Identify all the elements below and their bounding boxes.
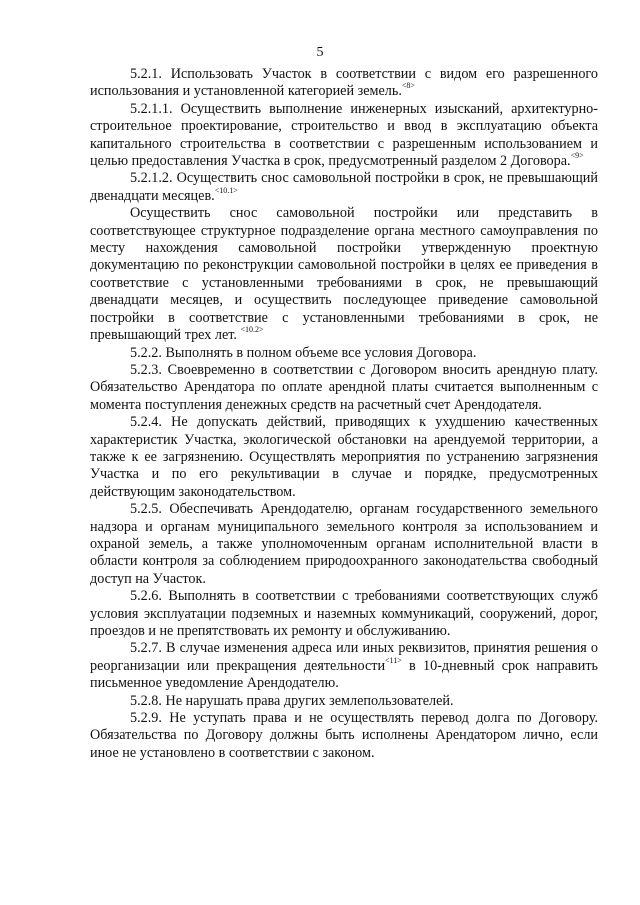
paragraph-5-2-8: 5.2.8. Не нарушать права других землепользователей.: [130, 692, 454, 709]
paragraph-5-2-2: 5.2.2. Выполнять в полном объеме все условия Договора.: [130, 344, 477, 361]
page-number: 5: [316, 45, 324, 60]
paragraph-5-2-3: 5.2.3. Своевременно в соответствии с Договором вносить арендную плату. Обязательство Арендатора по оплате арендной платы считается выполненным с момента поступления денежных средств на расчетный счет Арендодателя.: [90, 361, 598, 413]
paragraph-5-2-6: 5.2.6. Выполнять в соответствии с требованиями соответствующих служб условия эксплуатации подземных и наземных коммуникаций, сооружений, дорог, проездов и не препятствовать их ремонту и обслуживанию.: [90, 588, 598, 639]
paragraph-5-2-1: 5.2.1. Использовать Участок в соответствии с видом его разрешенного использования и установленной категорией земель.$^{<8>}$: [90, 66, 598, 100]
document-body: [90, 66, 598, 762]
paragraph-5-2-7: 5.2.7. В случае изменения адреса или иных реквизитов, принятия решения о реорганизации или прекращения деятельности$^{<11>}$ в 10-дневный срок направить письменное уведомление Арендодателю.: [90, 640, 598, 692]
footnote-ref: <10.1>: [214, 185, 238, 195]
footnote-ref: <9>: [570, 151, 584, 161]
paragraph-5-2-5: 5.2.5. Обеспечивать Арендодателю, органам государственного земельного надзора и органам муниципального земельного контроля за использованием и охраной земель, а также уполномоченным органам исполнительной власти в области контроля за соблюдением природоохранного законодательства свободный доступ на Участок.: [90, 501, 598, 587]
footnote-ref: <10.2>: [240, 325, 264, 335]
paragraph-5-2-4: 5.2.4. Не допускать действий, приводящих к ухудшению качественных характеристик Участка, экологической обстановки на арендуемой территории, а также к ее загрязнению. Осуществлять мероприятия по устранению загрязнения Участка и по его рекультивации в случае и порядке, предусмотренных действующим законодательством.: [90, 414, 598, 500]
paragraph-5-2-1-1: 5.2.1.1. Осуществить выполнение инженерных изысканий, архитектурно-строительное проектирование, строительство и ввод в эксплуатацию объекта капитального строительства в соответствии с разрешенным использованием и целью предоставления Участка в срок, предусмотренный разделом 2 Договора.$^{<9>}$: [90, 100, 598, 170]
paragraph-demolition-alternative: Осуществить снос самовольной постройки или представить в соответствующее структурное подразделение органа местного самоуправления по месту нахождения самовольной постройки утвержденную проектную документацию по реконструкции самовольной постройки в целях ее приведения в соответствие с установленными требованиями в срок, не превышающий двенадцати месяцев, и осуществить последующее приведение самовольной постройки в соответствие с установленными требованиями в срок, не превышающий трех лет. $^{<10.2>}$: [90, 205, 598, 344]
footnote-ref: <11>: [385, 655, 402, 665]
paragraph-5-2-9: 5.2.9. Не уступать права и не осуществлять перевод долга по Договору. Обязательства по Договору должны быть исполнены Арендатором лично, если иное не установлено в соответствии с законом.: [90, 710, 598, 761]
paragraph-5-2-1-2: 5.2.1.2. Осуществить снос самовольной постройки в срок, не превышающий двенадцати месяцев.$^{<10.1>}$: [90, 170, 598, 204]
footnote-ref: <8>: [401, 81, 415, 91]
